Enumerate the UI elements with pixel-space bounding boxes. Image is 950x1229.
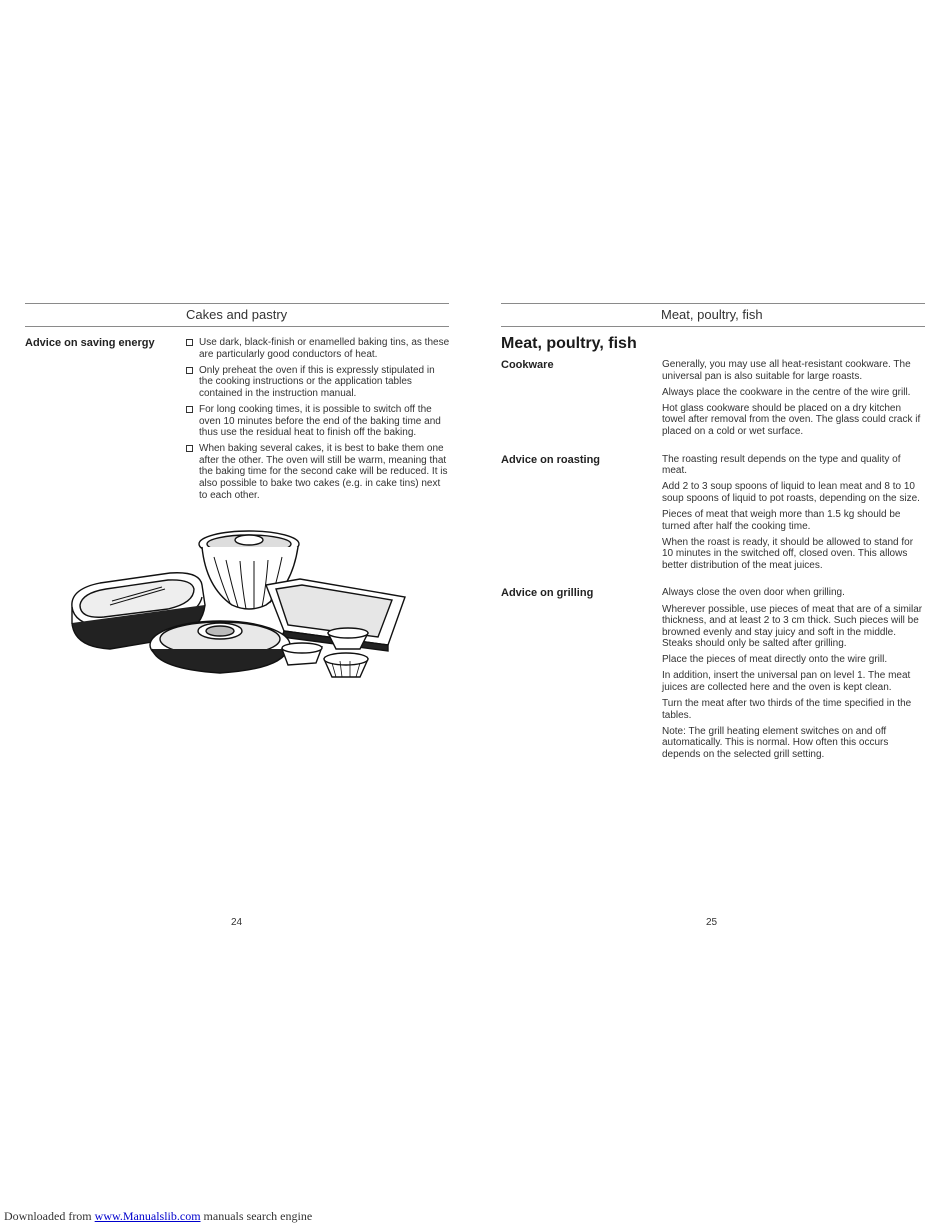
- right-page-header: [501, 303, 925, 327]
- grilling-section: [501, 587, 925, 760]
- manualslib-link[interactable]: www.Manualslib.com: [94, 1209, 201, 1223]
- right-header-title: Meat, poultry, fish: [661, 307, 763, 322]
- left-header-title: Cakes and pastry: [186, 307, 288, 322]
- cookware-label: Cookware: [501, 359, 554, 371]
- section-title: Meat, poultry, fish: [501, 335, 637, 352]
- list-item: Use dark, black-finish or enamelled baking tins, as these are particularly good conductors of heat.: [186, 337, 450, 360]
- energy-section: [25, 337, 449, 501]
- roasting-section: [501, 454, 925, 572]
- grilling-text: Always close the oven door when grilling. Wherever possible, use pieces of meat that are of a similar thickness, and at least 2 to 3 cm thick. Such pieces will be browned evenly and stay juicy and soft in the middle. Steaks should only be salted after grilling. Place the pieces of meat directly onto the wire grill. In addition, insert the universal pan on level 1. The meat juices are collected here and the oven is kept clean. Turn the meat after two thirds of the time specified in the tables. Note: The grill heating element switches on and off automatically. This is normal. How often this occurs depends on the selected grill setting.: [662, 587, 923, 761]
- checkbox-bullet-icon: [186, 367, 193, 374]
- right-page: [501, 303, 925, 765]
- left-page-header: [25, 303, 449, 327]
- download-footer: Downloaded from www.Manualslib.com manuals search engine: [4, 1209, 313, 1223]
- page-number-left: 24: [231, 917, 243, 928]
- list-item: Only preheat the oven if this is expressly stipulated in the cooking instructions or the application tables contained in the instruction manual.: [186, 365, 450, 400]
- cookware-section: [501, 359, 925, 438]
- energy-label: Advice on saving energy: [25, 337, 155, 349]
- page-number-right: 25: [706, 917, 718, 928]
- list-item: For long cooking times, it is possible to switch off the oven 10 minutes before the end of the baking time and thus use the residual heat to finish off the baking.: [186, 404, 450, 439]
- left-page: [25, 303, 449, 506]
- energy-bullet-list: [186, 337, 450, 501]
- grilling-label: Advice on grilling: [501, 587, 594, 600]
- checkbox-bullet-icon: [186, 339, 193, 346]
- cookware-text: Generally, you may use all heat-resistant cookware. The universal pan is also suitable for large roasts. Always place the cookware in the centre of the wire grill. Hot glass cookware should be placed on a dry kitchen towel after removal from the oven. The glass could crack if placed on a cold or wet surface.: [662, 359, 921, 437]
- list-item: When baking several cakes, it is best to bake them one after the other. The oven will still be warm, meaning that the baking time for the second cake will be reduced. It is also possible to bake two cakes (e.g. in cake tins) next to each other.: [186, 443, 450, 501]
- checkbox-bullet-icon: [186, 406, 193, 413]
- roasting-text: The roasting result depends on the type and quality of meat. Add 2 to 3 soup spoons of liquid to lean meat and 8 to 10 soup spoons of liquid to pot roasts, depending on the size. Pieces of meat that weigh more than 1.5 kg should be turned after half the cooking time. When the roast is ready, it should be allowed to stand for 10 minutes in the switched off, closed oven. This allows better distribution of the meat juices.: [662, 453, 920, 571]
- bakeware-illustration: [70, 527, 410, 687]
- roasting-label: Advice on roasting: [501, 453, 601, 466]
- checkbox-bullet-icon: [186, 445, 193, 452]
